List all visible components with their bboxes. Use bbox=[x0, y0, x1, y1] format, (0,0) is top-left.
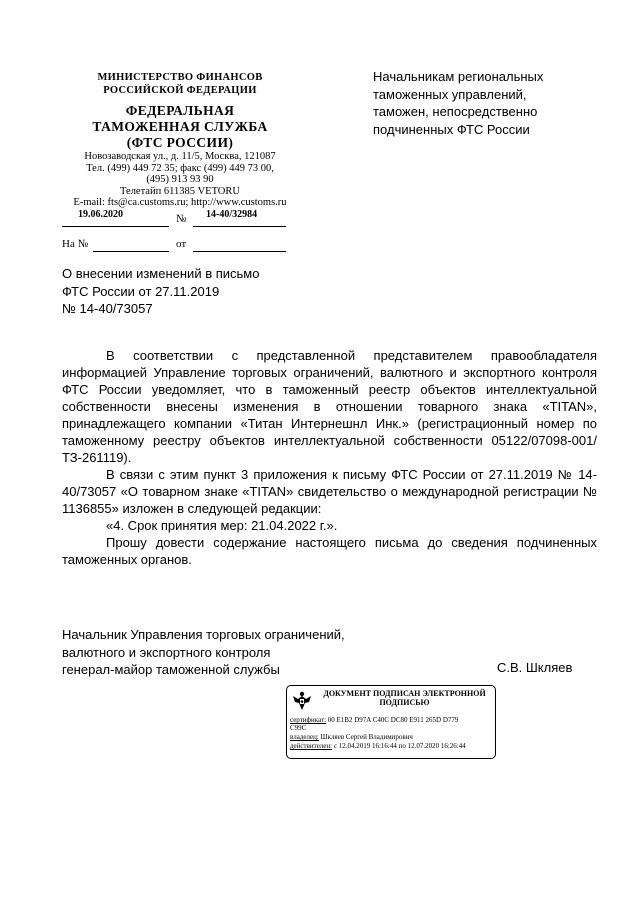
agency-line-2: ТАМОЖЕННАЯ СЛУЖБА bbox=[92, 119, 268, 134]
address-line-1: Новозаводская ул., д. 11/5, Москва, 121087 bbox=[84, 151, 276, 162]
body-paragraph-4: Прошу довести содержание настоящего письма до сведения подчиненных таможенных органов. bbox=[62, 535, 597, 567]
address-line-5: E-mail: fts@ca.customs.ru; http://www.customs.ru bbox=[73, 197, 287, 208]
subject-line-3: № 14-40/73057 bbox=[62, 301, 153, 316]
agency-line-3: (ФТС РОССИИ) bbox=[126, 135, 234, 150]
validity-label: действителен: bbox=[290, 742, 333, 750]
certificate-value: 00 E1B2 D97A C40C DC80 E911 265D D779 bbox=[327, 716, 459, 724]
letter-subject bbox=[62, 265, 322, 318]
registration-date: 19.06.2020 bbox=[78, 209, 123, 220]
body-paragraph-3: «4. Срок принятия мер: 21.04.2022 г.». bbox=[106, 518, 338, 533]
ministry-line-1: МИНИСТЕРСТВО ФИНАНСОВ bbox=[97, 72, 263, 83]
reply-date-underline bbox=[193, 251, 286, 252]
subject-line-1: О внесении изменений в письмо bbox=[62, 266, 260, 281]
ministry-line-2: РОССИЙСКОЙ ФЕДЕРАЦИИ bbox=[103, 85, 257, 96]
address-line-3: (495) 913 93 90 bbox=[146, 174, 214, 185]
reply-to-label: На № bbox=[62, 238, 89, 250]
position-line-1: Начальник Управления торговых ограничений, bbox=[62, 627, 345, 642]
stamp-validity bbox=[290, 742, 466, 750]
letter-body bbox=[62, 347, 597, 568]
subject-line-2: ФТС России от 27.11.2019 bbox=[62, 283, 220, 299]
number-underline bbox=[193, 226, 286, 227]
addressee-line-1: Начальникам региональных bbox=[373, 69, 544, 84]
certificate-label: сертификат: bbox=[290, 716, 327, 724]
stamp-certificate bbox=[290, 716, 458, 724]
date-underline bbox=[62, 226, 169, 227]
ministry-name bbox=[60, 71, 300, 97]
body-paragraph-2: В связи с этим пункт 3 приложения к письму ФТС России от 27.11.2019 № 14-40/73057 «О товарном знаке «TITAN» свидетельство о международной регистрации № 1136855» изложен в следующей редакции: bbox=[62, 467, 597, 516]
signatory-position bbox=[62, 626, 352, 679]
body-paragraph-1: В соответствии с представленной представителем правообладателя информацией Управление торговых ограничений, валютного и экспортного контроля ФТС России уведомляет, что в таможенный реестр объектов интеллектуальной собственности внесены изменения в отношении товарного знака «TITAN», принадлежащего компании «Титан Интернешнл Инк.» (регистрационный номер по таможенному реестру объектов интеллектуальной собственности 05122/07098-001/ТЗ-261119). bbox=[62, 348, 597, 465]
number-sign: № bbox=[176, 213, 187, 225]
addressee-line-2: таможенных управлений, bbox=[373, 86, 527, 102]
position-line-2: валютного и экспортного контроля bbox=[62, 644, 271, 660]
owner-label: владелец: bbox=[290, 733, 319, 741]
owner-value: Шкляев Сергей Владимирович bbox=[320, 733, 413, 741]
from-label: от bbox=[176, 238, 187, 250]
stamp-owner bbox=[290, 733, 413, 741]
addressee-line-4: подчиненных ФТС России bbox=[373, 121, 530, 137]
sender-address bbox=[60, 151, 300, 209]
registration-number: 14-40/32984 bbox=[206, 209, 258, 220]
validity-value: с 12.04.2019 16:16:44 по 12.07.2020 16:26:44 bbox=[333, 742, 466, 750]
addressee-line-3: таможен, непосредственно bbox=[373, 104, 538, 119]
reply-number-underline bbox=[93, 251, 169, 252]
stamp-title-line-1: ДОКУМЕНТ ПОДПИСАН ЭЛЕКТРОННОЙ bbox=[323, 689, 486, 698]
signatory-name: С.В. Шкляев bbox=[497, 660, 573, 675]
address-line-2: Тел. (499) 449 72 35; факс (499) 449 73 00, bbox=[86, 162, 274, 174]
agency-line-1: ФЕДЕРАЛЬНАЯ bbox=[125, 103, 235, 118]
position-line-3: генерал-майор таможенной службы bbox=[62, 662, 280, 677]
address-line-4: Телетайп 611385 VETORU bbox=[120, 185, 240, 197]
stamp-title bbox=[317, 689, 492, 707]
stamp-title-line-2: ПОДПИСЬЮ bbox=[379, 698, 430, 707]
stamp-certificate-continued: C99C bbox=[290, 724, 307, 732]
agency-name bbox=[60, 103, 300, 151]
electronic-signature-stamp bbox=[286, 685, 496, 759]
addressee bbox=[373, 68, 593, 138]
eagle-emblem-icon bbox=[290, 690, 314, 712]
